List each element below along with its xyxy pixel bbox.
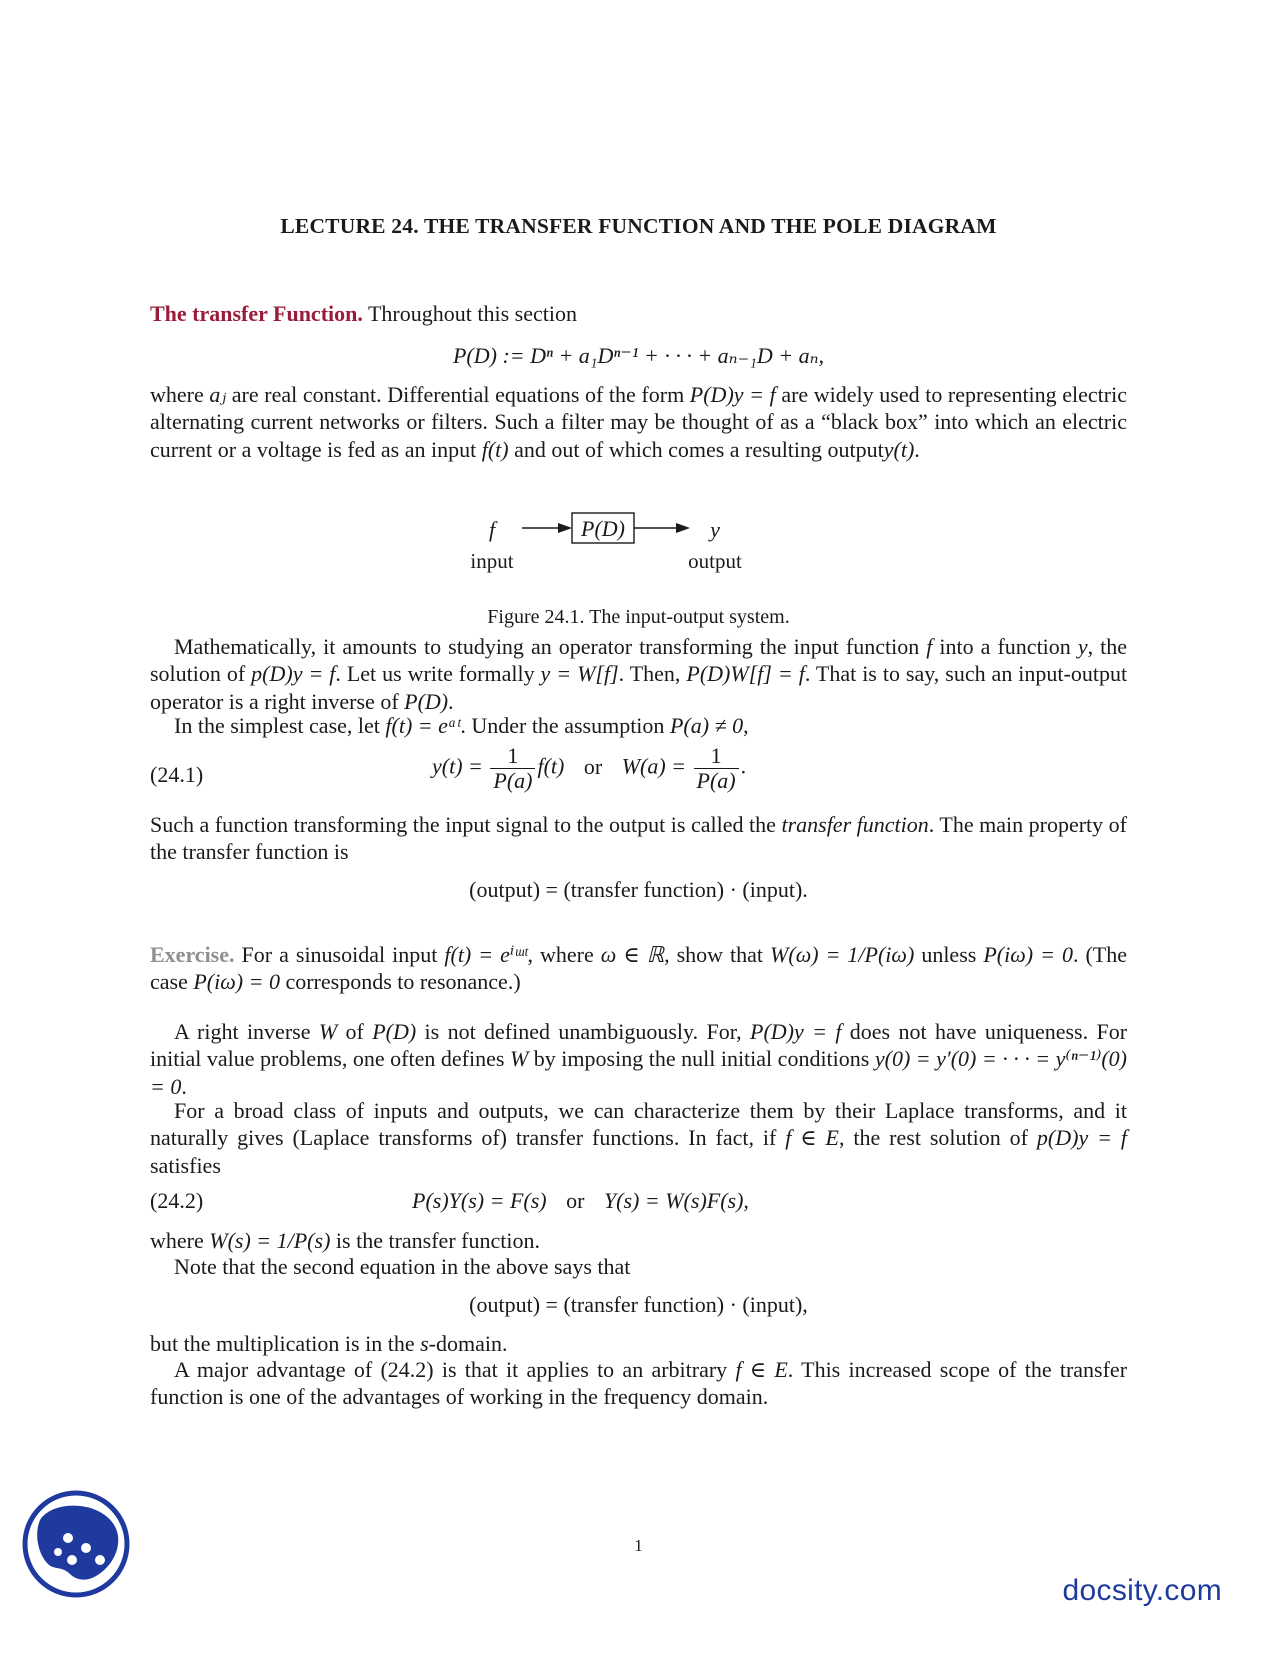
document-page — [150, 0, 1127, 1656]
math: P(iω) = 0 — [193, 969, 280, 995]
paragraph-10 — [150, 1356, 1127, 1411]
text: , — [743, 713, 749, 738]
exercise-label: Exercise. — [150, 942, 235, 967]
text: unless — [921, 942, 977, 967]
equation-body — [432, 744, 746, 793]
text: , the rest solution of — [838, 1125, 1028, 1151]
paragraph-1 — [150, 381, 1127, 463]
math-aj: aⱼ — [209, 382, 227, 407]
math: P(a) ≠ 0 — [669, 713, 744, 738]
emphasis: transfer function — [781, 812, 929, 837]
text: or — [583, 753, 603, 779]
text: where — [150, 1228, 204, 1253]
text: , where — [527, 942, 594, 967]
arrow-in-head — [558, 523, 572, 533]
math: y — [1077, 634, 1088, 659]
fraction — [490, 744, 535, 793]
math: f(t) = eⁱᵚᵗ — [444, 942, 528, 967]
math: W — [509, 1046, 529, 1072]
text: . — [448, 688, 454, 714]
text: are real constant. Differential equations of the form — [231, 382, 685, 407]
text: , show that — [664, 942, 764, 967]
math: p(D)y = f — [1036, 1125, 1128, 1151]
docsity-logo-icon[interactable] — [22, 1490, 130, 1598]
paragraph-4 — [150, 811, 1127, 866]
section-intro-text: Throughout this section — [367, 301, 577, 326]
math: f ∈ E — [785, 1125, 839, 1151]
math: W(a) = — [621, 753, 687, 779]
paragraph-9 — [150, 1330, 1127, 1357]
text: . — [181, 1073, 187, 1099]
math-yt: y(t) — [883, 436, 915, 462]
equation-number: (24.1) — [150, 762, 204, 787]
equation-number: (24.2) — [150, 1188, 204, 1213]
diagram-input-label: input — [470, 549, 514, 573]
equation-property-1: (output) = (transfer function) · (input). — [469, 877, 808, 902]
input-output-diagram — [440, 506, 760, 586]
text: is the transfer function. — [335, 1228, 540, 1253]
math-pdy: P(D)y = f — [689, 382, 776, 407]
text: . The main property of the transfer function is — [150, 812, 1128, 865]
math: y(0) = y′(0) = · · · = y⁽ⁿ⁻¹⁾(0) = 0 — [150, 1046, 1128, 1099]
section-heading: The transfer Function. — [150, 301, 363, 326]
numerator: 1 — [694, 744, 739, 769]
fraction — [694, 744, 739, 793]
text: . — [914, 436, 920, 462]
math: ω ∈ ℝ — [600, 942, 665, 967]
text: A major advantage of (24.2) is that it applies to an arbitrary — [174, 1357, 728, 1382]
numerator: 1 — [490, 744, 535, 769]
paragraph-7 — [150, 1227, 1127, 1254]
paragraph-6 — [150, 1097, 1127, 1179]
diagram-output-symbol: y — [710, 517, 720, 542]
lecture-title: LECTURE 24. THE TRANSFER FUNCTION AND THE POLE DIAGRAM — [280, 214, 997, 238]
text: . Let us write formally — [335, 661, 535, 687]
text: is not defined unambiguously. For, — [424, 1019, 742, 1044]
diagram-box-label: P(D) — [581, 516, 625, 541]
math: s — [420, 1331, 429, 1356]
text: . This increased scope of the transfer function is one of the advantages of working in the frequency domain. — [150, 1357, 1128, 1410]
paragraph-3 — [150, 712, 1127, 739]
exercise — [150, 941, 1127, 996]
text: . Then, — [618, 661, 681, 687]
text: into a function — [939, 634, 1071, 659]
math: f(t) — [537, 753, 565, 779]
math: f(t) = eᵃᵗ — [385, 713, 461, 738]
text: For a broad class of inputs and outputs, we can characterize them by their Laplace transforms, and it naturally gives (Laplace transforms of) transfer functions. In fact, if — [150, 1098, 1127, 1151]
text: by imposing the null initial conditions — [533, 1046, 870, 1072]
math: W(ω) = 1/P(iω) — [770, 942, 915, 967]
text: where — [150, 382, 204, 407]
text: satisfies — [150, 1152, 221, 1178]
denominator: P(a) — [696, 768, 736, 793]
paragraph-5 — [150, 1018, 1127, 1100]
math: P(iω) = 0 — [983, 942, 1073, 967]
math: P(D) — [404, 688, 449, 714]
diagram-output-label: output — [688, 549, 742, 573]
paragraph-8: Note that the second equation in the above says that — [174, 1254, 631, 1279]
paragraph-2 — [150, 633, 1127, 715]
text: but the multiplication is in the — [150, 1331, 415, 1356]
text: -domain. — [428, 1331, 508, 1356]
math: P(D)y = f — [750, 1019, 842, 1044]
text: . Under the assumption — [460, 713, 665, 738]
math-ft: f(t) — [481, 436, 509, 462]
equation-property-2: (output) = (transfer function) · (input), — [469, 1292, 808, 1317]
math: W(s) = 1/P(s) — [209, 1228, 331, 1253]
text: . (The case — [150, 942, 1127, 995]
text: . — [740, 753, 747, 779]
math: W — [318, 1019, 338, 1044]
text: of — [345, 1019, 364, 1044]
text: and out of which comes a resulting output — [514, 436, 884, 462]
figure-caption: Figure 24.1. The input-output system. — [487, 606, 790, 628]
equation-body — [412, 1188, 749, 1214]
section-intro — [150, 300, 1127, 327]
math: P(s)Y(s) = F(s) — [412, 1188, 547, 1213]
text: Mathematically, it amounts to studying an operator transforming the input function — [174, 634, 920, 659]
math: Y(s) = W(s)F(s), — [603, 1188, 749, 1213]
text: corresponds to resonance.) — [285, 969, 521, 995]
text: or — [566, 1188, 585, 1213]
page-number: 1 — [634, 1536, 643, 1555]
math: y = W[f] — [540, 661, 619, 687]
text: For a sinusoidal input — [241, 942, 438, 967]
diagram-input-symbol: f — [488, 517, 496, 542]
text: are widely used to representing electric alternating current networks or filters. Such a filter may be thought of as a “black box” into which an electric current or a voltage is fed as an input — [150, 382, 1127, 462]
text: , the solution of — [150, 634, 1128, 687]
text: A right inverse — [174, 1019, 311, 1044]
text: In the simplest case, let — [174, 713, 380, 738]
math: P(D)W[f] = f — [686, 661, 805, 687]
math: f — [926, 634, 933, 659]
math: y(t) = — [432, 753, 483, 779]
math: P(D) — [372, 1019, 417, 1044]
denominator: P(a) — [493, 768, 533, 793]
docsity-watermark[interactable]: docsity.com — [1062, 1574, 1222, 1607]
text: does not have uniqueness. For initial value problems, one often defines — [150, 1019, 1128, 1072]
math: p(D)y = f — [251, 661, 336, 687]
text: Such a function transforming the input signal to the output is called the — [150, 812, 776, 837]
equation-24-1 — [150, 744, 1127, 804]
equation-PD: P(D) := Dⁿ + a₁Dⁿ⁻¹ + · · · + aₙ₋₁D + aₙ, — [452, 343, 824, 368]
math: f ∈ E — [735, 1357, 788, 1382]
text: . That is to say, such an input-output operator is a right inverse of — [150, 661, 1128, 714]
arrow-out-head — [676, 523, 690, 533]
